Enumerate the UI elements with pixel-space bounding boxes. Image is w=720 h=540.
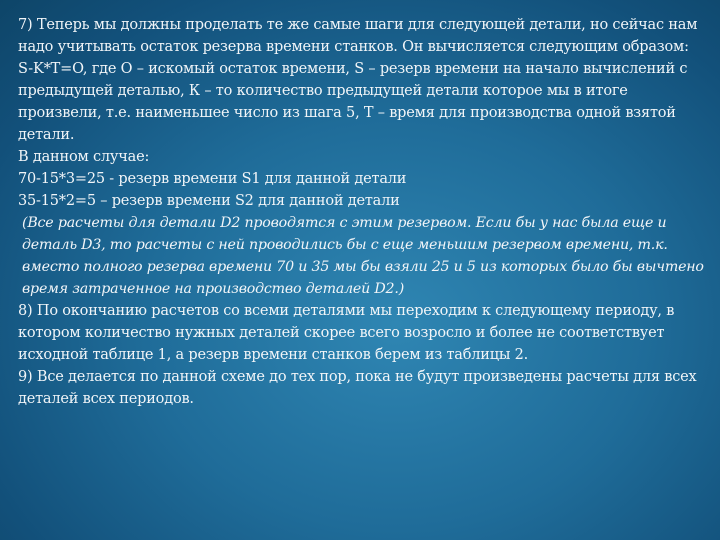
paragraph-step-7: 7) Теперь мы должны проделать те же самые шаги для следующей детали, но сейчас нам надо учитывать остаток резерва времени станков. Он вычисляется следующим образом: [18, 17, 698, 55]
slide-text-body [18, 14, 710, 410]
paragraph-step-8: 8) По окончанию расчетов со всеми деталями мы переходим к следующему периоду, в котором количество нужных деталей скорее всего возросло и более не соответствует исходной таблице 1, а резерв времени станков берем из таблицы 2. [18, 303, 675, 363]
paragraph-calculation-s1: 70-15*3=25 - резерв времени S1 для данной детали [18, 171, 407, 187]
paragraph-calculation-s2: 35-15*2=5 – резерв времени S2 для данной детали [18, 193, 400, 209]
paragraph-formula: S-K*T=O, где О – искомый остаток времени, S – резерв времени на начало вычислений с предыдущей деталью, К – то количество предыдущей детали которое мы в итоге произвели, т.е. наименьшее число из шага 5, Т – время для производства одной взятой детали. [18, 61, 688, 143]
paragraph-step-9: 9) Все делается по данной схеме до тех пор, пока не будут произведены расчеты для всех деталей всех периодов. [18, 369, 697, 407]
paragraph-note: (Все расчеты для детали D2 проводятся с этим резервом. Если бы у нас была еще и деталь D3, то расчеты с ней проводились бы с еще меньшим резервом времени, т.к. вместо полного резерва времени 70 и 35 мы бы взяли 25 и 5 из которых было бы вычтено время затраченное на производство деталей D2.) [22, 215, 704, 297]
paragraph-case-intro: В данном случае: [18, 149, 150, 165]
